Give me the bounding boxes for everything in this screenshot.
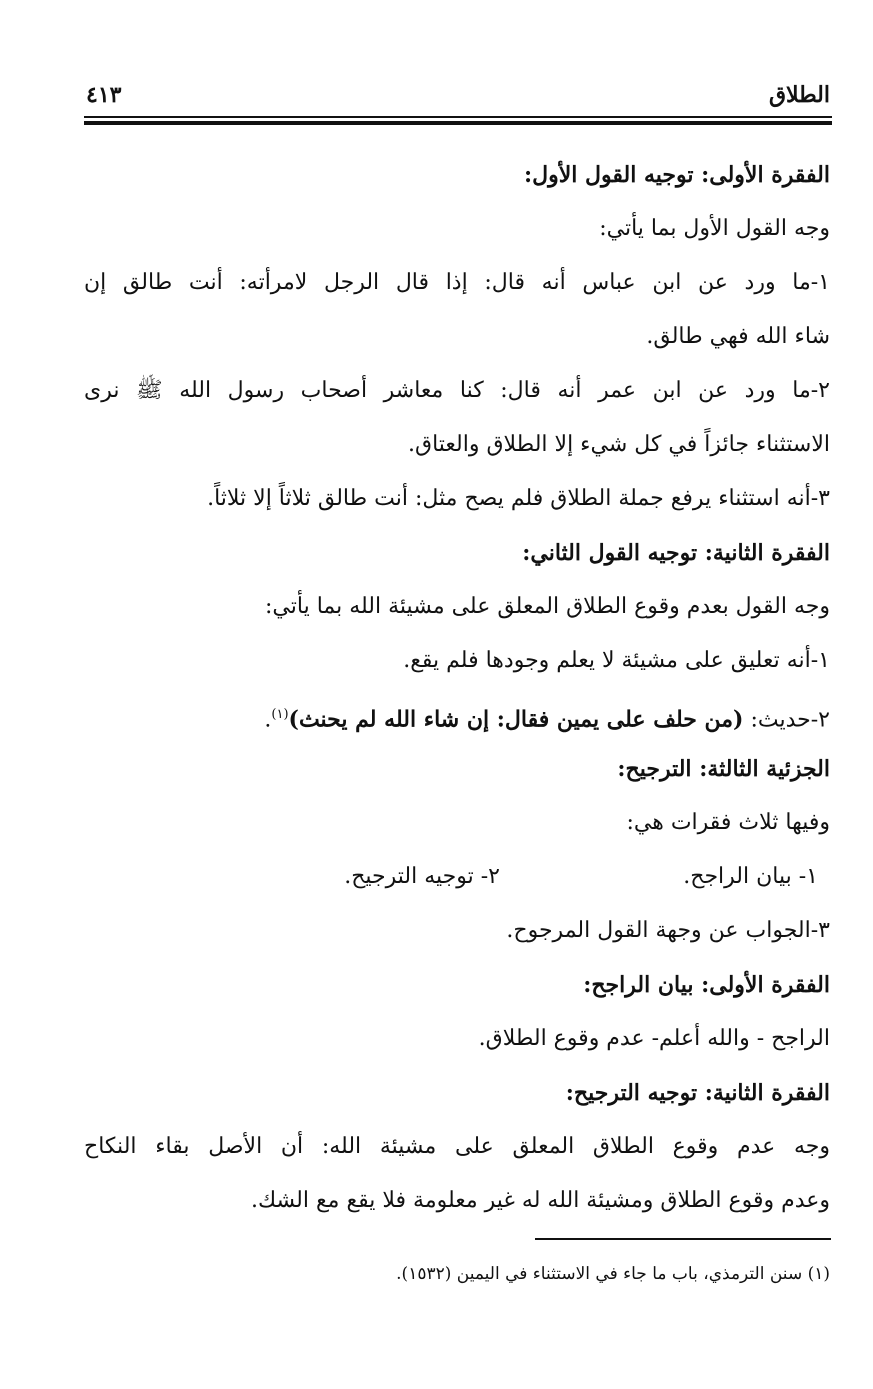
- paragraph-line: وجه عدم وقوع الطلاق المعلق على مشيئة الله: أن الأصل بقاء النكاح: [84, 1134, 830, 1159]
- hadith-text: (من حلف على يمين فقال: إن شاء الله لم يحنث): [288, 706, 744, 733]
- list-item: ١- بيان الراجح.: [683, 864, 818, 889]
- paragraph-line: وعدم وقوع الطلاق ومشيئة الله له غير معلومة فلا يقع مع الشك.: [250, 1188, 830, 1213]
- footnote-ref: (١): [271, 707, 289, 722]
- header-rule-thick: [84, 121, 832, 125]
- header-title: الطلاق: [768, 82, 830, 108]
- main-text: [84, 148, 830, 1228]
- paragraph-line: ٣-الجواب عن وجهة القول المرجوح.: [506, 918, 830, 943]
- paragraph-line: ١-ما ورد عن ابن عباس أنه قال: إذا قال الرجل لامرأته: أنت طالق إن: [84, 270, 830, 295]
- paragraph-line: وجه القول بعدم وقوع الطلاق المعلق على مشيئة الله بما يأتي:: [265, 594, 830, 619]
- footnote: (١) سنن الترمذي، باب ما جاء في الاستثناء في اليمين (١٥٣٢).: [396, 1264, 830, 1284]
- paragraph-line: الاستثناء جائزاً في كل شيء إلا الطلاق والعتاق.: [408, 432, 830, 457]
- list-item: ٢- توجيه الترجيح.: [344, 864, 500, 889]
- paragraph-line: ١-أنه تعليق على مشيئة لا يعلم وجودها فلم يقع.: [403, 648, 830, 673]
- paragraph-line: وجه القول الأول بما يأتي:: [599, 216, 830, 241]
- page-number: ٤١٣: [86, 82, 122, 108]
- list-two-column: [84, 850, 830, 904]
- section-heading: الفقرة الأولى: بيان الراجح:: [583, 972, 830, 998]
- paragraph-line: وفيها ثلاث فقرات هي:: [626, 810, 830, 835]
- section-heading: الجزئية الثالثة: الترجيح:: [617, 756, 830, 782]
- paragraph-line: شاء الله فهي طالق.: [646, 324, 830, 349]
- paragraph-line: الراجح - والله أعلم- عدم وقوع الطلاق.: [478, 1026, 830, 1051]
- hadith-suffix: .: [264, 707, 272, 733]
- section-heading: الفقرة الثانية: توجيه الترجيح:: [565, 1080, 830, 1106]
- hadith-line: [84, 688, 830, 742]
- hadith-prefix: ٢-حديث:: [743, 707, 830, 733]
- paragraph-line: ٣-أنه استثناء يرفع جملة الطلاق فلم يصح مثل: أنت طالق ثلاثاً إلا ثلاثاً.: [207, 486, 830, 511]
- section-heading: الفقرة الأولى: توجيه القول الأول:: [523, 162, 830, 188]
- header-rule-thin: [84, 116, 832, 118]
- running-header: [86, 82, 830, 120]
- paragraph-line: ٢-ما ورد عن ابن عمر أنه قال: كنا معاشر أصحاب رسول الله ﷺ نرى: [84, 378, 830, 403]
- footnote-separator: [535, 1238, 831, 1240]
- section-heading: الفقرة الثانية: توجيه القول الثاني:: [522, 540, 830, 566]
